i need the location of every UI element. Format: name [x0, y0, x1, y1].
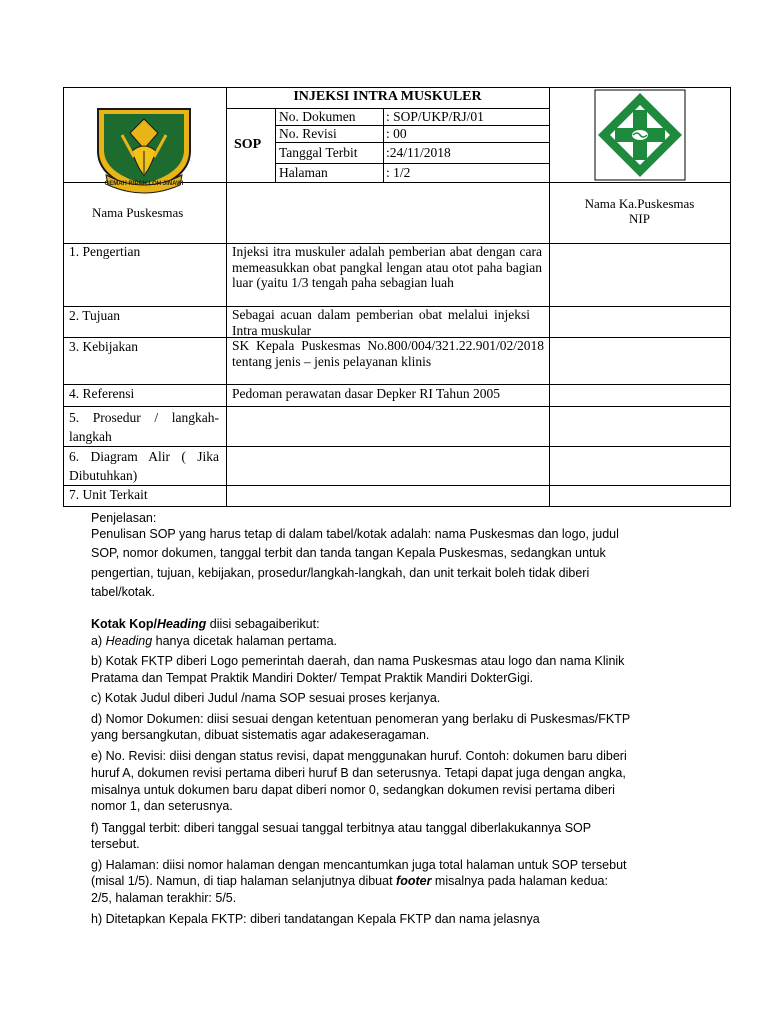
row-label-diagram-alir: 6. Diagram Alir ( Jika Dibutuhkan) — [69, 449, 219, 483]
row-content-referensi: Pedoman perawatan dasar Depker RI Tahun 2005 — [232, 386, 500, 401]
kop-heading-rest: diisi sebagaiberikut: — [206, 617, 320, 631]
nip-label: NIP — [629, 211, 650, 226]
row-label-unit-terkait: 7. Unit Terkait — [69, 487, 148, 502]
field-label-halaman: Halaman — [279, 165, 328, 180]
item-g-text: misalnya pada halaman kedua: — [431, 874, 608, 888]
kop-heading — [91, 616, 320, 633]
field-label-no-revisi: No. Revisi — [279, 126, 337, 141]
item-b-line: Pratama dan Tempat Praktik Mandiri Dokter/ Tempat Praktik Mandiri DokterGigi. — [91, 671, 534, 685]
explanation-heading: Penjelasan: — [91, 511, 157, 525]
explanation-line: tabel/kotak. — [91, 585, 155, 599]
regional-crest-logo — [92, 105, 196, 197]
field-label-tanggal-terbit: Tanggal Terbit — [279, 145, 358, 160]
item-e-line: misalnya untuk dokumen baru dapat diberi nomor 0, sedangkan dokumen revisi pertama diberi — [91, 783, 615, 797]
puskesmas-logo — [593, 88, 687, 182]
item-f-line: tersebut. — [91, 837, 140, 851]
item-f-line: f) Tanggal terbit: diberi tanggal sesuai tanggal terbitnya atau tanggal diberlakukannya SOP — [91, 821, 592, 835]
row-label-pengertian: 1. Pengertian — [69, 244, 141, 259]
row-label-prosedur: 5. Prosedur / langkah-langkah — [69, 410, 219, 444]
kepala-puskesmas-name: Nama Ka.Puskesmas — [584, 196, 695, 211]
row-label-referensi: 4. Referensi — [69, 386, 135, 401]
item-a — [91, 633, 337, 650]
row-content-kebijakan: SK Kepala Puskesmas No.800/004/321.22.901/02/2018 tentang jenis – jenis pelayanan klinis — [232, 338, 544, 369]
row-content-pengertian: Injeksi itra muskuler adalah pemberian abat dengan cara memeasukkan obat pangkal lengan atau otot paha bagian luar (yaitu 1/3 tengah paha sebagian luah — [232, 244, 542, 290]
item-d-line: yang bersangkutan, dibuat sistematis agar adakeseragaman. — [91, 728, 430, 742]
item-c: c) Kotak Judul diberi Judul /nama SOP sesuai proses kerjanya. — [91, 691, 441, 705]
field-value-no-revisi: : 00 — [386, 126, 407, 141]
explanation-line: Penulisan SOP yang harus tetap di dalam tabel/kotak adalah: nama Puskesmas dan logo, judul — [91, 527, 619, 541]
field-value-no-dokumen: : SOP/UKP/RJ/01 — [386, 109, 484, 124]
item-g-line — [91, 873, 608, 890]
item-a-em: Heading — [105, 634, 153, 648]
item-a-rest: hanya dicetak halaman pertama. — [152, 634, 338, 648]
field-value-tanggal-terbit: :24/11/2018 — [386, 145, 451, 160]
item-g-line: 2/5, halaman terakhir: 5/5. — [91, 891, 237, 905]
item-g-em: footer — [396, 874, 432, 888]
explanation-line: SOP, nomor dokumen, tanggal terbit dan tanda tangan Kepala Puskesmas, sedangkan untuk — [91, 546, 606, 560]
item-b-line: b) Kotak FKTP diberi Logo pemerintah daerah, dan nama Puskesmas atau logo dan nama Klinik — [91, 654, 625, 668]
item-e-line: e) No. Revisi: diisi dengan status revisi, dapat menggunakan huruf. Contoh: dokumen baru diberi — [91, 749, 627, 763]
field-label-no-dokumen: No. Dokumen — [279, 109, 356, 124]
page-title: INJEKSI INTRA MUSKULER — [293, 89, 482, 104]
item-g-text: (misal 1/5). Namun, di tiap halaman selanjutnya dibuat — [91, 874, 397, 888]
puskesmas-name: Nama Puskesmas — [92, 205, 184, 220]
item-h: h) Ditetapkan Kepala FKTP: diberi tandatangan Kepala FKTP dan nama jelasnya — [91, 912, 540, 926]
crest-motto: GEMAH RIPAH LOH JINAWI — [104, 181, 184, 187]
row-label-kebijakan: 3. Kebijakan — [69, 339, 138, 354]
row-content-tujuan: Sebagai acuan dalam pemberian obat melalui injeksi Intra muskular — [232, 307, 530, 338]
row-label-tujuan: 2. Tujuan — [69, 308, 121, 323]
field-value-halaman: : 1/2 — [386, 165, 411, 180]
item-e-line: huruf A, dokumen revisi pertama diberi huruf B dan seterusnya. Tetapi dapat juga dengan angka, — [91, 766, 626, 780]
kop-heading-em: Heading — [156, 617, 207, 631]
explanation-line: pengertian, tujuan, kebijakan, prosedur/langkah-langkah, dan unit terkait boleh tidak diberi — [91, 566, 590, 580]
item-d-line: d) Nomor Dokumen: diisi sesuai dengan ketentuan penomeran yang berlaku di Puskesmas/FKTP — [91, 712, 631, 726]
kop-heading-text: Kotak Kop/ — [91, 617, 157, 631]
item-a-prefix: a) — [91, 634, 106, 648]
item-e-line: nomor 1, dan seterusnya. — [91, 799, 233, 813]
sop-label: SOP — [234, 137, 262, 152]
item-g-line: g) Halaman: diisi nomor halaman dengan mencantumkan juga total halaman untuk SOP tersebut — [91, 858, 627, 872]
